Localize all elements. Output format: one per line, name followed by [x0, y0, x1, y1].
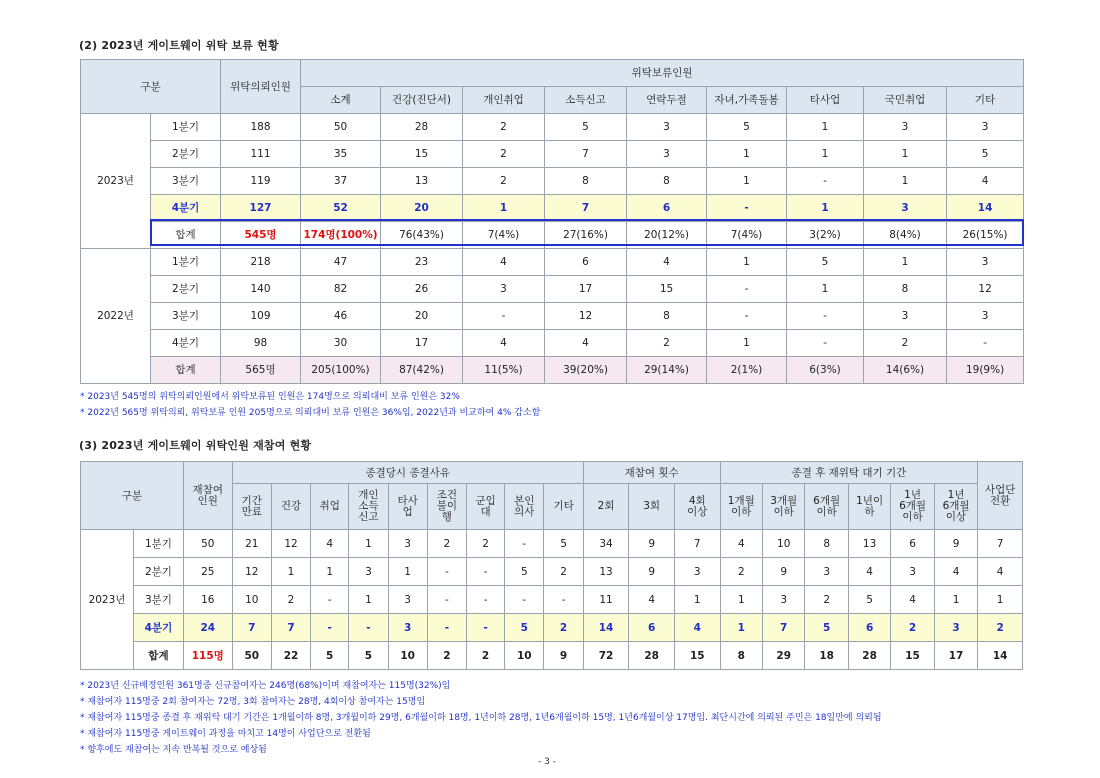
table-cell: 1 [707, 141, 787, 168]
table-cell: 18 [805, 642, 848, 670]
col-header: 소계 [301, 87, 381, 114]
table-cell: 28 [381, 114, 463, 141]
section3-title: (3) 2023년 게이트웨이 위탁인원 재참여 현황 [79, 439, 312, 452]
table-cell: 8 [805, 530, 848, 558]
table-cell: 23 [381, 249, 463, 276]
table-cell: 3 [864, 195, 947, 222]
header-wait-period: 종결 후 재위탁 대기 기간 [720, 462, 978, 484]
table-cell: 82 [301, 276, 381, 303]
table-cell: 5 [787, 249, 864, 276]
table-cell: 10 [388, 642, 427, 670]
table-cell: 9 [934, 530, 977, 558]
table-cell: 46 [301, 303, 381, 330]
table-cell: 3 [934, 614, 977, 642]
table-cell: 4 [311, 530, 349, 558]
table-cell: 2(1%) [707, 357, 787, 384]
table-cell: 12 [271, 530, 310, 558]
table-cell: 6(3%) [787, 357, 864, 384]
table-cell: 7(4%) [463, 222, 545, 249]
end-reason-col: 개인 소득 신고 [349, 484, 388, 530]
end-reason-col: 기간 만료 [232, 484, 271, 530]
table-cell: 8 [864, 276, 947, 303]
table-cell: 6 [891, 530, 934, 558]
table-cell: 3 [864, 303, 947, 330]
table-cell: 3 [947, 303, 1024, 330]
wait-period-col: 1년 6개월 이상 [934, 484, 977, 530]
quarter-label: 3분기 [134, 586, 184, 614]
table-cell: 1 [707, 249, 787, 276]
table-cell: 9 [763, 558, 805, 586]
rejoin-count-col: 3회 [629, 484, 675, 530]
table-cell: 10 [763, 530, 805, 558]
table-cell: 127 [221, 195, 301, 222]
quarter-label: 3분기 [151, 303, 221, 330]
table-cell: 37 [301, 168, 381, 195]
table-cell: 1 [787, 114, 864, 141]
table-cell: - [544, 586, 583, 614]
table-cell: 1 [311, 558, 349, 586]
table-cell: 1 [349, 530, 388, 558]
table-cell: 111 [221, 141, 301, 168]
table-cell: 2 [427, 642, 466, 670]
quarter-label: 1분기 [151, 114, 221, 141]
table-cell: 9 [629, 558, 675, 586]
table-cell: 7 [232, 614, 271, 642]
table-cell: 12 [947, 276, 1024, 303]
header-gubun: 구분 [81, 60, 221, 114]
table-cell: 1 [707, 330, 787, 357]
table-cell: 14(6%) [864, 357, 947, 384]
table-cell: 5 [805, 614, 848, 642]
table-cell: 1 [388, 558, 427, 586]
col-header: 타사업 [787, 87, 864, 114]
table-cell: 2 [864, 330, 947, 357]
table-cell: - [467, 558, 505, 586]
table-cell: 7 [545, 141, 627, 168]
table-cell: 174명(100%) [301, 222, 381, 249]
sec2-note-1: * 2023년 545명의 위탁의뢰인원에서 위탁보류된 인원은 174명으로 의뢰대비 보류 인원은 32% [80, 392, 460, 402]
table-cell: 6 [545, 249, 627, 276]
table-cell: 205(100%) [301, 357, 381, 384]
table-cell: 34 [583, 530, 629, 558]
header-end-reason: 종결당시 종결사유 [232, 462, 583, 484]
table-cell: 3 [627, 114, 707, 141]
table-cell: 1 [463, 195, 545, 222]
table-cell: 4 [674, 614, 720, 642]
table-cell: 2 [463, 114, 545, 141]
table-cell: 30 [301, 330, 381, 357]
table-cell: 5 [707, 114, 787, 141]
table-cell: 1 [864, 141, 947, 168]
table-cell: 8 [627, 303, 707, 330]
year-label: 2023년 [81, 530, 134, 670]
table-cell: 3 [388, 614, 427, 642]
table-cell: 7 [978, 530, 1023, 558]
table-cell: 12 [232, 558, 271, 586]
table-cell: 1 [349, 586, 388, 614]
table-cell: 4 [720, 530, 762, 558]
table-cell: 7 [763, 614, 805, 642]
table-cell: 7 [674, 530, 720, 558]
table-cell: - [311, 586, 349, 614]
table-cell: 9 [544, 642, 583, 670]
end-reason-col: 본인 의사 [505, 484, 544, 530]
table-cell: - [707, 303, 787, 330]
table-cell: 3 [805, 558, 848, 586]
table-cell: 1 [720, 614, 762, 642]
table-cell: 5 [545, 114, 627, 141]
table-cell: 17 [934, 642, 977, 670]
table-cell: 13 [848, 530, 890, 558]
table-cell: 13 [381, 168, 463, 195]
withhold-table [80, 59, 1024, 384]
table-cell: 7 [545, 195, 627, 222]
table-cell: 28 [629, 642, 675, 670]
table-cell: 50 [232, 642, 271, 670]
table-cell: 1 [271, 558, 310, 586]
table-cell: 4 [545, 330, 627, 357]
table-cell: 5 [848, 586, 890, 614]
col-header: 자녀,가족돌봄 [707, 87, 787, 114]
table-cell: 1 [934, 586, 977, 614]
table-cell: 5 [505, 558, 544, 586]
sec3-note-5: * 향후에도 재참여는 지속 반복될 것으로 예상됨 [80, 745, 267, 755]
table-cell: 1 [787, 195, 864, 222]
rejoin-count-col: 4회 이상 [674, 484, 720, 530]
end-reason-col: 취업 [311, 484, 349, 530]
wait-period-col: 3개월 이하 [763, 484, 805, 530]
wait-period-col: 1년이 하 [848, 484, 890, 530]
header-group: 위탁보류인원 [301, 60, 1024, 87]
quarter-label: 2분기 [151, 276, 221, 303]
table-cell: 50 [301, 114, 381, 141]
table-cell: 5 [349, 642, 388, 670]
table-cell: 28 [848, 642, 890, 670]
header-total: 위탁의뢰인원 [221, 60, 301, 114]
col-header: 소득신고 [545, 87, 627, 114]
end-reason-col: 조건 불이 행 [427, 484, 466, 530]
table-cell: 4 [978, 558, 1023, 586]
quarter-label: 합계 [134, 642, 184, 670]
table-cell: 8 [720, 642, 762, 670]
table-cell: - [427, 586, 466, 614]
table-cell: 3 [864, 114, 947, 141]
rejoin-table [80, 461, 1023, 670]
table-cell: 4 [934, 558, 977, 586]
wait-period-col: 6개월 이하 [805, 484, 848, 530]
table-cell: 2 [978, 614, 1023, 642]
table-cell: 15 [891, 642, 934, 670]
table-cell: - [787, 168, 864, 195]
table-cell: 2 [805, 586, 848, 614]
table-cell: 4 [947, 168, 1024, 195]
end-reason-col: 군입 대 [467, 484, 505, 530]
table-cell: 9 [629, 530, 675, 558]
table-cell: 3 [627, 141, 707, 168]
table-cell: 11 [583, 586, 629, 614]
quarter-label: 1분기 [151, 249, 221, 276]
table-cell: - [787, 330, 864, 357]
table-cell: 2 [467, 642, 505, 670]
header-rejoin: 재참여 인원 [183, 462, 232, 530]
table-cell: 98 [221, 330, 301, 357]
table-cell: 29(14%) [627, 357, 707, 384]
table-cell: 14 [583, 614, 629, 642]
table-cell: 1 [787, 141, 864, 168]
sec3-note-3: * 재참여자 115명중 종결 후 재위탁 대기 기간은 1개월이하 8명, 3개월이하 29명, 6개월이하 18명, 1년이하 28명, 1년6개월이하 15명, 1년6개월이상 17명임. 최단시간에 의뢰된 주민은 18일만에 의뢰됨 [80, 713, 882, 723]
table-cell: 8 [627, 168, 707, 195]
year-label: 2023년 [81, 114, 151, 249]
table-cell: 1 [720, 586, 762, 614]
table-cell: 3 [388, 530, 427, 558]
col-header: 개인취업 [463, 87, 545, 114]
table-cell: 35 [301, 141, 381, 168]
end-reason-col: 건강 [271, 484, 310, 530]
table-cell: 25 [183, 558, 232, 586]
table-cell: 5 [311, 642, 349, 670]
table-cell: 4 [627, 249, 707, 276]
table-cell: 22 [271, 642, 310, 670]
table-cell: 5 [947, 141, 1024, 168]
table-cell: 218 [221, 249, 301, 276]
table-cell: 13 [583, 558, 629, 586]
table-cell: 3 [349, 558, 388, 586]
header-conversion: 사업단 전환 [978, 462, 1023, 530]
table-cell: 12 [545, 303, 627, 330]
table-cell: 565명 [221, 357, 301, 384]
table-cell: 7 [271, 614, 310, 642]
table-cell: 26(15%) [947, 222, 1024, 249]
table-cell: 2 [720, 558, 762, 586]
sec3-note-4: * 재참여자 115명중 게이트웨이 과정을 마치고 14명이 사업단으로 전환됨 [80, 729, 371, 739]
quarter-label: 합계 [151, 222, 221, 249]
sec3-note-1: * 2023년 신규배정인원 361명중 신규참여자는 246명(68%)이며 재참여자는 115명(32%)임 [80, 681, 451, 691]
table-cell: 115명 [183, 642, 232, 670]
col-header: 연락두절 [627, 87, 707, 114]
table-cell: 2 [544, 614, 583, 642]
quarter-label: 4분기 [134, 614, 184, 642]
table-cell: - [349, 614, 388, 642]
table-cell: 1 [864, 168, 947, 195]
table-cell: 6 [627, 195, 707, 222]
table-cell: 20(12%) [627, 222, 707, 249]
table-cell: 2 [544, 558, 583, 586]
table-cell: 3 [674, 558, 720, 586]
table-cell: 8(4%) [864, 222, 947, 249]
table-cell: 76(43%) [381, 222, 463, 249]
table-cell: 3 [891, 558, 934, 586]
table-cell: 15 [674, 642, 720, 670]
table-cell: 2 [891, 614, 934, 642]
end-reason-col: 타사 업 [388, 484, 427, 530]
table-cell: 140 [221, 276, 301, 303]
table-cell: 72 [583, 642, 629, 670]
sec3-note-2: * 재참여자 115명중 2회 참여자는 72명, 3회 참여자는 28명, 4회이상 참여자는 15명임 [80, 697, 426, 707]
wait-period-col: 1년 6개월 이하 [891, 484, 934, 530]
table-cell: - [311, 614, 349, 642]
table-cell: 3 [388, 586, 427, 614]
table-cell: 7(4%) [707, 222, 787, 249]
table-cell: 5 [544, 530, 583, 558]
table-cell: 15 [381, 141, 463, 168]
table-cell: 2 [427, 530, 466, 558]
table-cell: 4 [848, 558, 890, 586]
quarter-label: 4분기 [151, 330, 221, 357]
table-cell: 29 [763, 642, 805, 670]
table-cell: 27(16%) [545, 222, 627, 249]
rejoin-count-col: 2회 [583, 484, 629, 530]
quarter-label: 합계 [151, 357, 221, 384]
table-cell: 6 [629, 614, 675, 642]
table-cell: 5 [505, 614, 544, 642]
table-cell: 39(20%) [545, 357, 627, 384]
table-cell: 2 [467, 530, 505, 558]
wait-period-col: 1개월 이하 [720, 484, 762, 530]
table-cell: - [707, 195, 787, 222]
table-cell: 2 [627, 330, 707, 357]
table-cell: 4 [463, 249, 545, 276]
table-cell: 20 [381, 303, 463, 330]
table-cell: 10 [232, 586, 271, 614]
page-number: - 3 - [538, 757, 556, 767]
table-cell: 1 [864, 249, 947, 276]
table-cell: - [505, 586, 544, 614]
table-cell: 3 [947, 249, 1024, 276]
table-cell: 19(9%) [947, 357, 1024, 384]
table-cell: 21 [232, 530, 271, 558]
quarter-label: 1분기 [134, 530, 184, 558]
table-cell: 4 [463, 330, 545, 357]
table-cell: 4 [891, 586, 934, 614]
table-cell: 2 [463, 168, 545, 195]
table-cell: - [505, 530, 544, 558]
table-cell: 1 [978, 586, 1023, 614]
table-cell: 52 [301, 195, 381, 222]
table-cell: 47 [301, 249, 381, 276]
table-cell: 545명 [221, 222, 301, 249]
header-gubun: 구분 [81, 462, 184, 530]
table-cell: 17 [545, 276, 627, 303]
table-cell: 3(2%) [787, 222, 864, 249]
table-cell: 109 [221, 303, 301, 330]
table-cell: 14 [947, 195, 1024, 222]
quarter-label: 2분기 [151, 141, 221, 168]
col-header: 건강(진단서) [381, 87, 463, 114]
table-cell: 24 [183, 614, 232, 642]
table-cell: 4 [629, 586, 675, 614]
table-cell: 3 [463, 276, 545, 303]
header-rejoin-count: 재참여 횟수 [583, 462, 720, 484]
table-cell: 3 [947, 114, 1024, 141]
table-cell: 8 [545, 168, 627, 195]
quarter-label: 4분기 [151, 195, 221, 222]
table-cell: 17 [381, 330, 463, 357]
col-header: 기타 [947, 87, 1024, 114]
table-cell: - [947, 330, 1024, 357]
end-reason-col: 기타 [544, 484, 583, 530]
table-cell: 14 [978, 642, 1023, 670]
table-cell: 20 [381, 195, 463, 222]
table-cell: - [787, 303, 864, 330]
table-cell: 119 [221, 168, 301, 195]
table-cell: - [467, 614, 505, 642]
table-cell: 10 [505, 642, 544, 670]
table-cell: 50 [183, 530, 232, 558]
sec2-note-2: * 2022년 565명 위탁의뢰, 위탁보류 인원 205명으로 의뢰대비 보류 인원은 36%임, 2022년과 비교하여 4% 감소함 [80, 408, 541, 418]
table-cell: 26 [381, 276, 463, 303]
table-cell: - [427, 614, 466, 642]
table-cell: 1 [707, 168, 787, 195]
table-cell: 16 [183, 586, 232, 614]
table-cell: 2 [271, 586, 310, 614]
table-cell: - [467, 586, 505, 614]
quarter-label: 2분기 [134, 558, 184, 586]
table-cell: 1 [787, 276, 864, 303]
section2-title: (2) 2023년 게이트웨이 위탁 보류 현황 [79, 39, 279, 52]
table-cell: 2 [463, 141, 545, 168]
table-cell: - [463, 303, 545, 330]
col-header: 국민취업 [864, 87, 947, 114]
quarter-label: 3분기 [151, 168, 221, 195]
table-cell: - [427, 558, 466, 586]
table-cell: 3 [763, 586, 805, 614]
table-cell: 15 [627, 276, 707, 303]
table-cell: 87(42%) [381, 357, 463, 384]
table-cell: 188 [221, 114, 301, 141]
table-cell: 1 [674, 586, 720, 614]
year-label: 2022년 [81, 249, 151, 384]
table-cell: 11(5%) [463, 357, 545, 384]
table-cell: - [707, 276, 787, 303]
table-cell: 6 [848, 614, 890, 642]
